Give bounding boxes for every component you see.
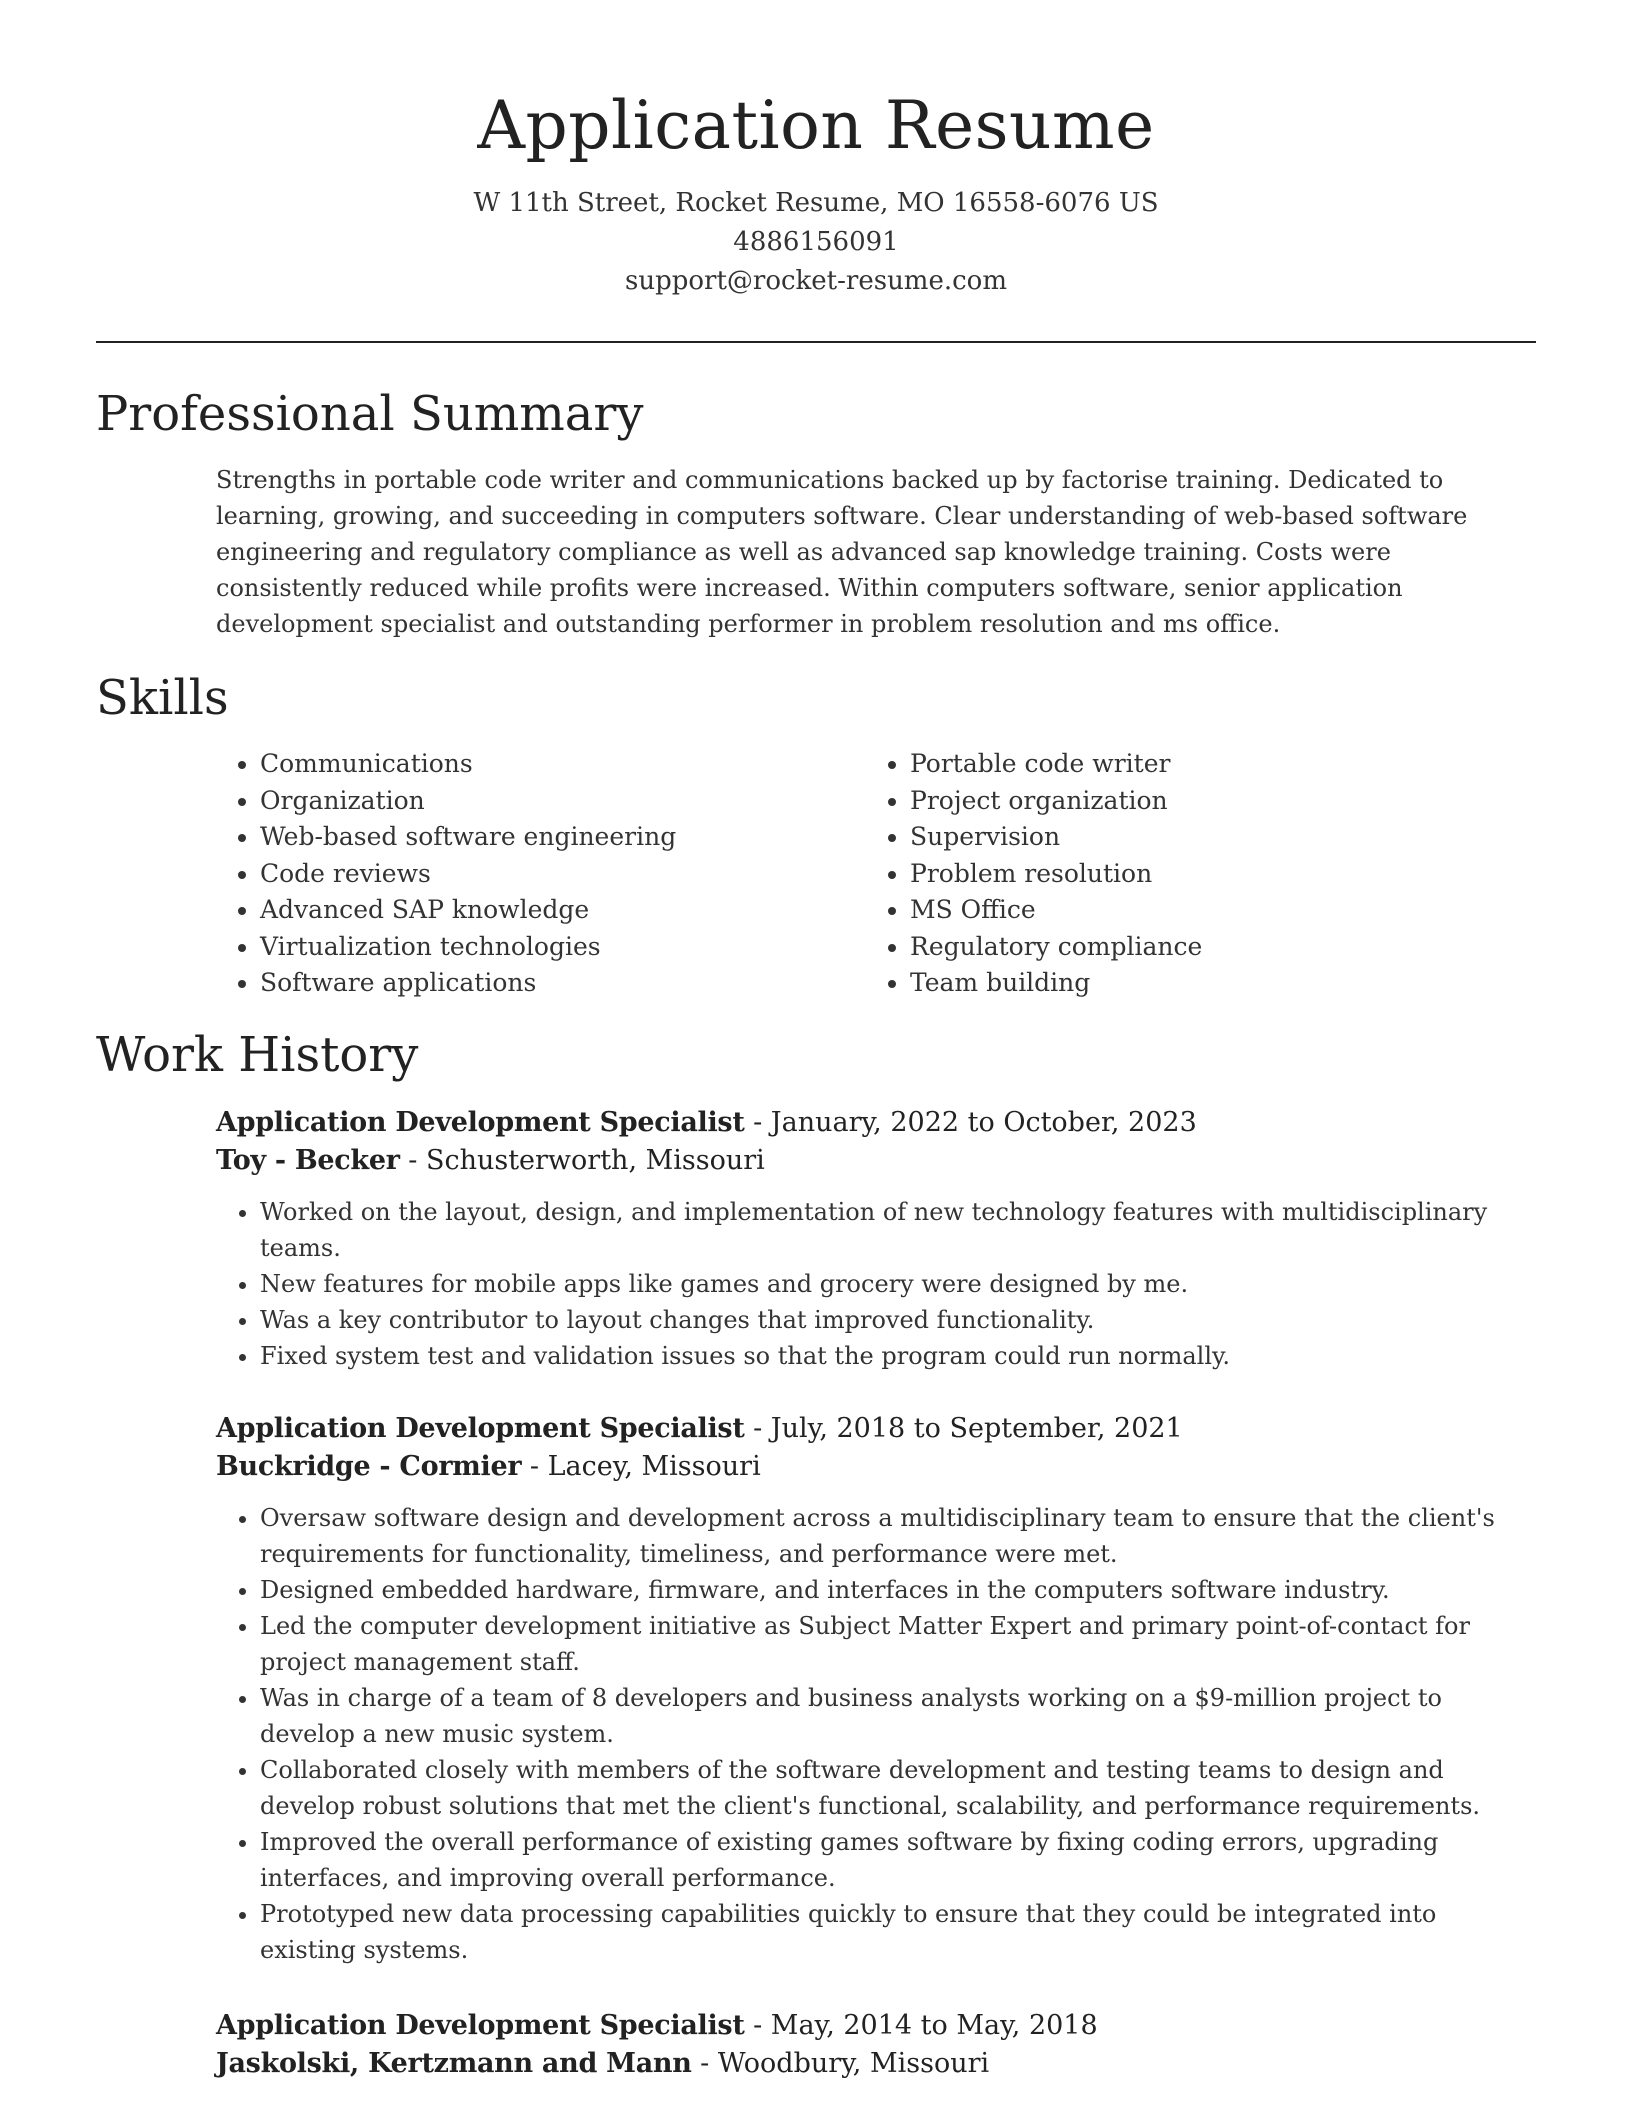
skills-list xyxy=(216,746,1536,1002)
contact-block xyxy=(0,184,1632,301)
job-bullet: • Designed embedded hardware, firmware, and interfaces in the computers software industry. xyxy=(260,1572,1536,1608)
job-title: Application Development Specialist xyxy=(216,1413,745,1444)
skills-heading: Skills xyxy=(96,670,229,726)
skill-item: • Code reviews xyxy=(260,856,866,893)
job-bullets xyxy=(216,1500,1536,1968)
resume-header xyxy=(0,0,1632,301)
skill-item: • Web-based software engineering xyxy=(260,819,866,856)
job-company: Jaskolski, Kertzmann and Mann xyxy=(216,2048,692,2079)
contact-phone: 4886156091 xyxy=(733,227,899,257)
job-bullet: • Was a key contributor to layout changes that improved functionality. xyxy=(260,1302,1536,1338)
job-bullet: • Oversaw software design and development across a multidisciplinary team to ensure that the client's requirements for functionality, timeliness, and performance were met. xyxy=(260,1500,1536,1572)
job-company-line xyxy=(216,1142,1536,1180)
job-location: - Lacey, Missouri xyxy=(521,1451,761,1482)
job-entry xyxy=(216,1104,1536,1374)
summary-text: Strengths in portable code writer and communications backed up by factorise training. Dedicated to learning, growing, and succeeding in computers software. Clear understanding of web-based software engineering and regulatory compliance as well as advanced sap knowledge training. Costs were consistently reduced while profits were increased. Within computers software, senior application development specialist and outstanding performer in problem resolution and ms office. xyxy=(216,466,1468,638)
header-divider xyxy=(96,341,1536,343)
job-dates: - July, 2018 to September, 2021 xyxy=(744,1413,1183,1444)
skill-item: • Regulatory compliance xyxy=(910,929,1516,966)
resume-name: Application Resume xyxy=(477,87,1155,164)
job-company-line xyxy=(216,1448,1536,1486)
job-bullet: • Led the computer development initiative as Subject Matter Expert and primary point-of-contact for project management staff. xyxy=(260,1608,1536,1680)
job-location: - Schusterworth, Missouri xyxy=(399,1145,765,1176)
job-bullet: • Improved the overall performance of existing games software by fixing coding errors, upgrading interfaces, and improving overall performance. xyxy=(260,1824,1536,1896)
job-company: Toy - Becker xyxy=(216,1145,400,1176)
job-entry xyxy=(216,2007,1536,2083)
skill-item: • Advanced SAP knowledge xyxy=(260,892,866,929)
job-bullet: • Prototyped new data processing capabilities quickly to ensure that they could be integrated into existing systems. xyxy=(260,1896,1536,1968)
skill-item: • Portable code writer xyxy=(910,746,1516,783)
skill-item: • Virtualization technologies xyxy=(260,929,866,966)
summary-heading: Professional Summary xyxy=(96,386,644,442)
skill-item: • Organization xyxy=(260,783,866,820)
skill-item: • MS Office xyxy=(910,892,1516,929)
job-title: Application Development Specialist xyxy=(216,2010,745,2041)
job-bullet: • Worked on the layout, design, and implementation of new technology features with multidisciplinary teams. xyxy=(260,1194,1536,1266)
skill-item: • Project organization xyxy=(910,783,1516,820)
job-bullets xyxy=(216,1194,1536,1374)
job-location: - Woodbury, Missouri xyxy=(691,2048,990,2079)
job-title: Application Development Specialist xyxy=(216,1107,745,1138)
skill-item: • Software applications xyxy=(260,965,866,1002)
skill-item: • Problem resolution xyxy=(910,856,1516,893)
job-title-line xyxy=(216,1410,1536,1448)
job-title-line xyxy=(216,2007,1536,2045)
job-dates: - May, 2014 to May, 2018 xyxy=(744,2010,1098,2041)
work-history-heading: Work History xyxy=(96,1027,419,1083)
skill-item: • Supervision xyxy=(910,819,1516,856)
job-bullet: • Collaborated closely with members of the software development and testing teams to design and develop robust solutions that met the client's functional, scalability, and performance requirements. xyxy=(260,1752,1536,1824)
contact-email: support@rocket-resume.com xyxy=(624,266,1007,296)
skills-column-right xyxy=(866,746,1516,1002)
job-company: Buckridge - Cormier xyxy=(216,1451,522,1482)
job-dates: - January, 2022 to October, 2023 xyxy=(744,1107,1197,1138)
job-bullet: • Fixed system test and validation issues so that the program could run normally. xyxy=(260,1338,1536,1374)
skill-item: • Communications xyxy=(260,746,866,783)
job-entry xyxy=(216,1410,1536,1968)
job-bullet: • New features for mobile apps like games and grocery were designed by me. xyxy=(260,1266,1536,1302)
job-company-line xyxy=(216,2045,1536,2083)
skills-column-left xyxy=(216,746,866,1002)
contact-address: W 11th Street, Rocket Resume, MO 16558-6076 US xyxy=(473,188,1159,218)
job-title-line xyxy=(216,1104,1536,1142)
skill-item: • Team building xyxy=(910,965,1516,1002)
job-bullet: • Was in charge of a team of 8 developers and business analysts working on a $9-million project to develop a new music system. xyxy=(260,1680,1536,1752)
